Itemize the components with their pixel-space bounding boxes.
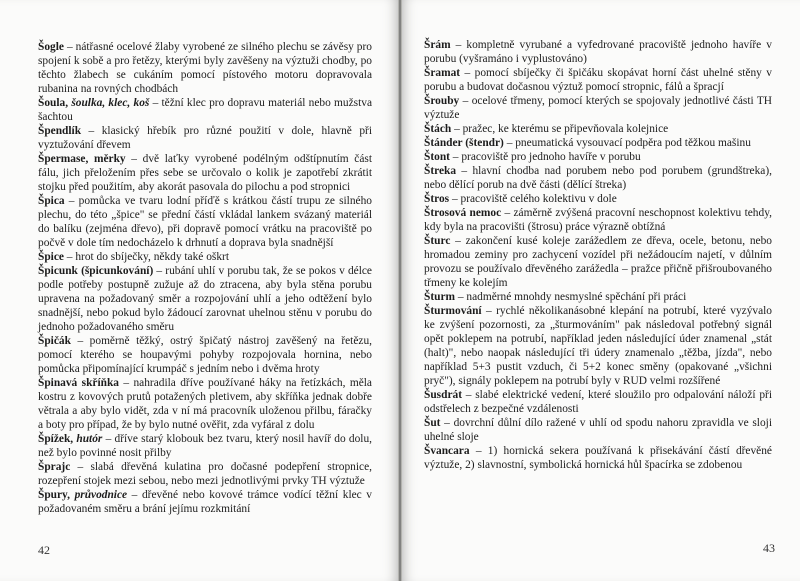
glossary-term: Špinavá skříňka: [38, 377, 119, 389]
glossary-term: Šturm: [424, 291, 456, 303]
glossary-definition: – hrot do sbíječky, někdy také oškrt: [63, 251, 229, 263]
right-page-text: [424, 38, 772, 472]
glossary-entry: [424, 416, 772, 444]
glossary-definition: – záměrně zvýšená pracovní neschopnost kolektivu tehdy, kdy byla na pracovišti (štrosu) práce výrazně obtížná: [424, 207, 772, 233]
glossary-definition: – 1) hornická sekera používaná k přisekávání částí dřevěné výztuže, 2) slavnostní, symbolická hornická hůl špacírka se zdobenou: [424, 445, 772, 471]
glossary-entry: [38, 40, 372, 96]
glossary-entry: [424, 206, 772, 234]
glossary-definition: – slabé elektrické vedení, které sloužilo pro odpalování náloží při odstřelech z bezpečné vzdálenosti: [424, 389, 772, 415]
glossary-term: Špendlík: [38, 125, 82, 137]
glossary-term-synonym: hutór: [76, 433, 103, 445]
glossary-term: Špicunk (špicunkování): [38, 265, 154, 277]
glossary-definition: – pneumatická vysouvací podpěra pod těžkou mašinu: [503, 137, 751, 149]
glossary-entry: [38, 124, 372, 152]
glossary-term-synonym: šoulka, klec, koš: [71, 97, 150, 109]
glossary-definition: – hlavní chodba nad porubem nebo pod porubem (grundštreka), nebo dělící porub na dvě části (dělící štreka): [424, 165, 772, 191]
glossary-entry: [424, 150, 772, 164]
glossary-term: Šprajc: [38, 461, 71, 473]
glossary-entry: [424, 94, 772, 122]
glossary-term: Šogle: [38, 41, 64, 53]
glossary-term: Šut: [424, 417, 441, 429]
glossary-entry: [38, 96, 372, 124]
glossary-entry: [424, 290, 772, 304]
glossary-definition: – poměrně těžký, ostrý špičatý nástroj zavěšený na řetězu, pomocí kterého se houpavými pohyby rozpojovala hornina, nebo pomůcka připomínající krumpáč s jedním nebo i dvěma hroty: [38, 335, 372, 375]
glossary-entry: [38, 152, 372, 194]
glossary-term: Špermase, měrky: [38, 153, 126, 165]
glossary-term: Šramat: [424, 67, 461, 79]
glossary-term: Špice: [38, 251, 64, 263]
glossary-definition: – zakončení kusé koleje zarážedlem ze dřeva, ocele, betonu, nebo hromadou zeminy pro zachycení vozídel při nežádoucím najetí, v důlním provozu se používalo dřevěného zarážedla – pražce přičně přišroubovaného třmeny ke kolejím: [424, 235, 772, 289]
glossary-term: Šusdrát: [424, 389, 462, 401]
glossary-definition: – dřevěné nebo kovové trámce vodící těžní klec v požadovaném směru a brání jejímu rozkmitání: [38, 489, 372, 515]
glossary-term: Štánder (štendr): [424, 137, 504, 149]
glossary-entry: [424, 444, 772, 472]
glossary-entry: [38, 250, 372, 264]
glossary-entry: [38, 432, 372, 460]
glossary-term: Špury,: [38, 489, 75, 501]
glossary-entry: [424, 66, 772, 94]
glossary-definition: – rubání uhlí v porubu tak, že se pokos v délce podle potřeby postupně zužuje až do ztracena, aby byla stěna porubu upravena na požadovaný směr a rozpojování uhlí a jeho odtěžení bylo snadnější, nebo pokud bylo žádoucí zarovnat uhelnou stěnu v porubu do jednoho požadovaného směru: [38, 265, 372, 333]
glossary-entry: [38, 194, 372, 250]
glossary-entry: [424, 136, 772, 150]
glossary-definition: – pomocí sbíječky či špičáku skopávat horní část uhelné stěny v porubu a budovat dočasnou výztuž pomocí stropnic, fálů a špracjí: [424, 67, 772, 93]
glossary-entry: [424, 164, 772, 192]
glossary-definition: – slabá dřevěná kulatina pro dočasné podepření stropnice, rozepření stojek mezi sebou, nebo mezi jednotlivými prvky TH výztuže: [38, 461, 372, 487]
glossary-entry: [424, 122, 772, 136]
glossary-definition: – nahradila dříve používané háky na řetízkách, měla kostru z kovových prutů potažených pletivem, aby skříňka jednak dobře větrala a aby bylo vidět, zda v ní má pracovník uloženou přilbu, fáračky a boty pro případ, že by bylo nutné ověřit, zda vyfáral z dolu: [38, 377, 372, 431]
glossary-term: Špica: [38, 195, 65, 207]
right-page: [402, 0, 800, 581]
glossary-entry: [424, 192, 772, 206]
glossary-term: Štách: [424, 123, 452, 135]
glossary-term: Šoula,: [38, 97, 72, 109]
glossary-entry: [424, 304, 772, 388]
glossary-definition: – klasický hřebík pro různé použití v dole, hlavně při vyztužování dřevem: [38, 125, 372, 151]
glossary-term: Šturmování: [424, 305, 482, 317]
page-number-right: 43: [763, 541, 775, 555]
glossary-entry: [424, 388, 772, 416]
glossary-entry: [424, 234, 772, 290]
glossary-entry: [38, 376, 372, 432]
glossary-definition: – pracoviště celého kolektivu v dole: [449, 193, 617, 205]
glossary-definition: – dvě laťky vyrobené podélným odštípnutím část fálu, jich přeložením přes sebe se určovalo o kolik je zapotřebí zkrátit stojku před použitím, aby akorát pasovala do pilochu a pod stropnici: [38, 153, 372, 193]
glossary-definition: – nátřasné ocelové žlaby vyrobené ze silného plechu se závěsy pro spojení k sobě a pro řetězy, kterými byly zavěšeny na výztuži chodby, po těchto žlabech se cukáním pomocí pístového motoru dopravovala rubanina na rovných chodbách: [38, 41, 372, 95]
glossary-term: Šrouby: [424, 95, 460, 107]
glossary-definition: – pracoviště pro jednoho havíře v porubu: [449, 151, 641, 163]
glossary-entry: [38, 460, 372, 488]
glossary-definition: – dovrchní důlní dílo ražené v uhlí od spodu nahoru zpravidla ve sloji uhelné sloje: [424, 417, 772, 443]
glossary-entry: [38, 264, 372, 334]
left-page: [0, 0, 398, 581]
glossary-definition: – těžní klec pro dopravu materiál nebo mužstva šachtou: [38, 97, 372, 123]
glossary-definition: – dříve starý klobouk bez tvaru, který nosil havíř do dolu, než bylo povinné nosit přilby: [38, 433, 372, 459]
glossary-definition: – kompletně vyrubané a vyfedrované pracoviště jednoho havíře v porubu (vyšramáno i vyplustováno): [424, 39, 772, 65]
glossary-definition: – pomůcka ve tvaru lodní příďě s krátkou částí trupu ze silného plechu, do této „špice" se přední částí vkládal lankem svázaný materiál do balíku (zejména dřevo), při dopravě pomocí vrátku na pracoviště po počvě v dole tím nedocházelo k drhnutí a doprava byla snadnější: [38, 195, 372, 249]
glossary-term: Špičák: [38, 335, 71, 347]
glossary-term: Špížek,: [38, 433, 77, 445]
glossary-entry: [38, 488, 372, 516]
glossary-term: Šrám: [424, 39, 451, 51]
glossary-definition: – nadměrné mnohdy nesmyslné spěchání při práci: [455, 291, 687, 303]
left-page-text: [38, 40, 372, 516]
glossary-term-synonym: průvodnice: [74, 489, 128, 501]
glossary-definition: – ocelové třmeny, pomocí kterých se spojovaly jednotlivé části TH výztuže: [424, 95, 772, 121]
glossary-term: Šturc: [424, 235, 451, 247]
glossary-term: Štont: [424, 151, 450, 163]
glossary-entry: [38, 334, 372, 376]
page-number-left: 42: [38, 543, 50, 557]
glossary-term: Švancara: [424, 445, 470, 457]
glossary-definition: – pražec, ke kterému se připevňovala kolejnice: [451, 123, 669, 135]
glossary-term: Štros: [424, 193, 450, 205]
glossary-entry: [424, 38, 772, 66]
glossary-definition: – rychlé několikanásobné klepání na potrubí, které vyzývalo ke zvýšení pozornosti, za „šturmováním" pak následoval potřebný signál opět poklepem na potrubí, například jeden následující úder znamenal „stát (halt)", nebo naopak následující tři údery znamenalo „těžba, jízda", nebo například 5+3 pustit vzduch, či 5+2 konec směny (opakované „všichni pryč"), signály poklepem na potrubí byly v RUD velmi rozšířené: [424, 305, 772, 387]
glossary-term: Štrosová nemoc: [424, 207, 502, 219]
glossary-term: Štreka: [424, 165, 457, 177]
